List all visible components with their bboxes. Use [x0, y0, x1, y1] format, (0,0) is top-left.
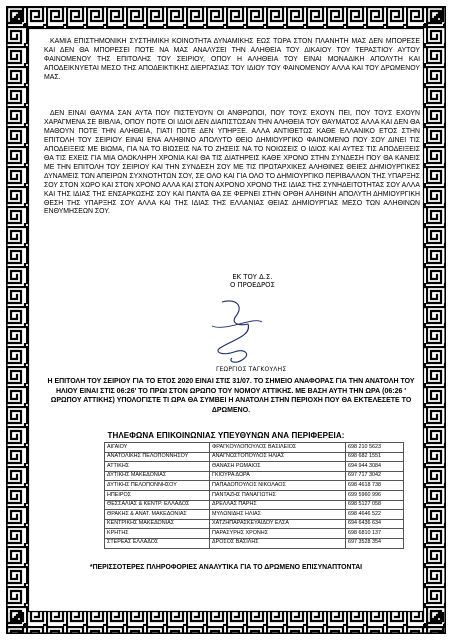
region-cell: ΣΤΕΡΕΑΣ ΕΛΛΑΔΟΣ: [105, 538, 210, 548]
phone-cell: 697 717 3042: [346, 471, 404, 481]
document-body: [32, 34, 420, 606]
phone-cell: 698 210 5623: [346, 443, 404, 453]
footer-note: *ΠΕΡΙΣΣΟΤΕΡΕΣ ΠΛΗΡΟΦΟΡΙΕΣ ΑΝΑΛΥΤΙΚΑ ΓΙΑ ΤΟ ΔΡΩΜΕΝΟ ΕΠΙΣΥΝΑΠΤΟΝΤΑΙ: [89, 564, 363, 571]
table-row: [105, 500, 404, 510]
table-row: [105, 443, 404, 453]
contact-name-cell: ΑΝΑΓΝΩΣΤΟΠΟΥΛΟΣ ΗΛΙΑΣ: [210, 452, 346, 462]
phone-cell: 698 6810 137: [346, 529, 404, 539]
contacts-table-title: ΤΗΛΕΦΩΝΑ ΕΠΙΚΟΙΝΩΝΙΑΣ ΥΠΕΥΘΥΝΩΝ ΑΝΑ ΠΕΡΙΦΕΡΕΙΑ:: [107, 431, 345, 440]
table-row: [105, 452, 404, 462]
main-paragraph: ΔΕΝ ΕΙΝΑΙ ΘΑΥΜΑ ΣΑΝ ΑΥΤΑ ΠΟΥ ΠΙΣΤΕΥΟΥΝ ΟΙ ΑΝΘΡΩΠΟΙ, ΠΟΥ ΤΟΥΣ ΕΧΟΥΝ ΠΕΙ, ΠΟΥ ΤΟΥΣ ΕΧΟΥΝ ΧΑΡΑΓΜΕΝΑ ΣΕ ΒΙΒΛΙΑ, ΟΠΟΥ ΠΟΤΕ ΟΙ ΙΔΙΟΙ ΔΕΝ ΔΙΑΠΙΣΤΩΣΑΝ ΤΗΝ ΑΛΗΘΕΙΑ ΤΟΥ ΘΑΥΜΑΤΟΣ ΑΛΛΑ ΚΑΙ ΔΕΝ ΘΑ ΜΑΘΟΥΝ ΠΟΤΕ ΤΗΝ ΑΛΗΘΕΙΑ, ΓΙΑΤΙ ΠΟΤΕ ΔΕΝ ΥΠΗΡΞΕ. ΑΛΛΑ ΑΝΤΙΘΕΤΩΣ ΚΑΘΕ ΕΛΛΑΝΙΚΟ ΕΤΟΣ ΣΤΗΝ ΕΠΙΤΟΛΗ ΤΟΥ ΣΕΙΡΙΟΥ ΕΙΝΑΙ ΕΝΑ ΑΛΗΘΙΝΟ ΑΠΟΛΥΤΟ ΘΕΙΟ ΔΗΜΙΟΥΡΓΙΚΟ ΦΑΙΝΟΜΕΝΟ ΠΟΥ ΣΟΥ ΔΙΝΕΙ ΤΙΣ ΑΠΟΔΕΙΞΕΙΣ ΜΕ ΒΙΩΜΑ, ΓΙΑ ΝΑ ΤΟ ΒΙΩΣΕΙΣ ΝΑ ΤΟ ΖΗΣΕΙΣ ΝΑ ΤΟ ΝΟΙΩΣΕΙΣ Ο ΙΔΙΟΣ ΚΑΙ ΑΥΤΕΣ ΤΙΣ ΑΠΟΔΕΙΞΕΙΣ ΘΑ ΤΙΣ ΕΧΕΙΣ ΓΙΑ ΜΙΑ ΟΛΟΚΛΗΡΗ ΧΡΟΝΙΑ ΚΑΙ ΘΑ ΤΙΣ ΔΙΑΤΗΡΕΙΣ ΚΑΘΕ ΧΡΟΝΟ ΣΤΗΝ ΣΥΝΔΕΣΗ ΠΟΥ ΘΑ ΚΑΝΕΙΣ ΜΕ ΤΗΝ ΕΠΙΤΟΛΗ ΤΟΥ ΣΕΙΡΙΟΥ ΚΑΙ ΤΗΝ ΣΥΝΔΕΣΗ ΣΟΥ ΜΕ ΤΙΣ ΠΡΩΤΑΡΧΙΚΕΣ ΑΛΗΘΙΝΕΣ ΘΕΙΕΣ ΔΗΜΙΟΥΡΓΙΚΕΣ ΔΥΝΑΜΕΙΣ ΤΩΝ ΑΠΕΙΡΩΝ ΣΥΧΝΟΤΗΤΩΝ ΣΟΥ, ΣΕ ΟΛΟ ΚΑΙ ΓΙΑ ΟΛΟ ΤΟ ΔΗΜΙΟΥΡΓΙΚΟ ΠΕΡΙΒΑΛΛΟΝ ΤΗΣ ΥΠΑΡΞΗΣ ΣΟΥ ΣΤΟΝ ΧΩΡΟ ΚΑΙ ΣΤΟΝ ΧΡΟΝΟ ΑΛΛΑ ΚΑΙ ΣΤΟΝ ΑΧΡΟΝΟ ΧΡΟΝΟ ΤΗΣ ΙΔΙΑΣ ΤΗΣ ΣΥΝΗΔΕΙΤΟΤΗΤΑΣ ΣΟΥ ΑΛΛΑ ΚΑΙ ΤΗΣ ΙΔΙΑΣ ΤΗΣ ΕΝΣΑΡΚΩΣΗΣ ΣΟΥ ΚΑΙ ΠΑΝΤΑ ΘΑ ΣΕ ΦΕΡΝΕΙ ΣΤΗΝ ΟΡΘΗ ΑΛΗΘΙΝΗ ΑΠΟΛΥΤΗ ΔΗΜΙΟΥΡΓΙΚΗ ΘΕΣΗ ΤΗΣ ΥΠΑΡΞΗΣ ΣΟΥ ΑΛΛΑ ΚΑΙ ΤΗΣ ΙΔΙΑΣ ΤΗΣ ΕΛΛΑΝΙΑΣ ΘΕΙΑΣ ΔΗΜΙΟΥΡΓΙΑΣ ΜΕΣΟ ΤΩΝ ΑΛΗΘΙΝΩΝ ΕΝΘΥΜΗΣΕΩΝ ΣΟΥ.: [44, 110, 420, 216]
contact-name-cell: ΧΑΤΖΗΠΑΡΑΣΚΕΥΑΙΔΟΥ ΕΛΣΑ: [210, 519, 346, 529]
contact-name-cell: ΠΑΝΤΑΖΗΣ ΠΑΝΑΓΙΩΤΗΣ: [210, 490, 346, 500]
contact-name-cell: ΠΑΠΑΔΟΠΟΥΛΟΣ ΝΙΚΟΛΑΟΣ: [210, 481, 346, 491]
phone-cell: 698 4646 522: [346, 510, 404, 520]
table-row: [105, 490, 404, 500]
phone-cell: 699 5960 996: [346, 490, 404, 500]
phone-cell: 698 682 1551: [346, 452, 404, 462]
phone-cell: 698 5127 058: [346, 500, 404, 510]
contact-name-cell: ΦΡΑΓΚΟΥΛΟΠΟΥΛΟΣ ΒΑΣΙΛΕΙΟΣ: [210, 443, 346, 453]
table-row: [105, 538, 404, 548]
region-cell: ΑΙΓΑΙΟΥ: [105, 443, 210, 453]
region-cell: ΑΝΑΤΟΛΙΚΗΣ ΠΕΛΟΠΟΝΝΗΣΟΥ: [105, 452, 210, 462]
table-row: [105, 510, 404, 520]
handwritten-signature: [192, 296, 282, 370]
region-cell: ΚΕΝΤΡΙΚΗΣ ΜΑΚΕΔΟΝΙΑΣ: [105, 519, 210, 529]
table-row: [105, 519, 404, 529]
region-cell: ΑΤΤΙΚΗΣ: [105, 462, 210, 472]
region-cell: ΔΥΤΙΚΗΣ ΜΑΚΕΔΟΝΙΑΣ: [105, 471, 210, 481]
region-cell: ΗΠΕΙΡΟΣ: [105, 490, 210, 500]
announcement: Η ΕΠΙΤΟΛΗ ΤΟΥ ΣΕΙΡΙΟΥ ΓΙΑ ΤΟ ΕΤΟΣ 2020 ΕΙΝΑΙ ΣΤΙΣ 31/07. ΤΟ ΣΗΜΕΙΟ ΑΝΑΦΟΡΑΣ ΓΙΑ ΤΗΝ ΑΝΑΤΟΛΗ ΤΟΥ ΗΛΙΟΥ ΕΙΝΑΙ ΣΤΙΣ 06:26' ΤΟ ΠΡΩΙ ΣΤΟΝ ΩΡΩΠΟ ΤΟΥ ΝΟΜΟΥ ΑΤΤΙΚΗΣ. ΜΕ ΒΑΣΗ ΑΥΤΗ ΤΗΝ ΩΡΑ (06:26 ' ΩΡΩΠΟΥ ΑΤΤΙΚΗΣ) ΥΠΟΛΟΓΙΣΤΕ ΤΙ ΩΡΑ ΘΑ ΣΥΜΒΕΙ Η ΑΝΑΤΟΛΗ ΣΤΗΝ ΠΕΡΙΟΧΗ ΠΟΥ ΘΑ ΕΚΤΕΛΕΣΕΤΕ ΤΟ ΔΡΩΜΕΝΟ.: [47, 378, 415, 414]
phone-cell: 694 6436 634: [346, 519, 404, 529]
signature-heading: [230, 273, 275, 289]
table-row: [105, 462, 404, 472]
region-cell: ΘΡΑΚΗΣ & ΑΝΑΤ. ΜΑΚΕΔΟΝΙΑΣ: [105, 510, 210, 520]
region-cell: ΘΕΣΣΑΛΙΑΣ & ΚΕΝΤΡ. ΕΛΛΑΔΟΣ: [105, 500, 210, 510]
phone-cell: 697 3528 354: [346, 538, 404, 548]
contact-name-cell: ΠΑΡΑΣΥΡΗΣ ΧΡΟΝΗΣ: [210, 529, 346, 539]
contact-name-cell: ΜΥΛΩΝΙΔΗΣ ΗΛΙΑΣ: [210, 510, 346, 520]
signature-from-line1: ΕΚ ΤΟΥ Δ.Σ.: [232, 273, 273, 281]
table-row: [105, 481, 404, 491]
intro-paragraph: ΚΑΜΙΑ ΕΠΙΣΤΗΜΟΝΙΚΗ ΣΥΣΤΗΜΙΚΗ ΚΟΙΝΟΤΗΤΑ ΔΥΝΑΜΙΚΗΣ ΕΩΣ ΤΩΡΑ ΣΤΟΝ ΠΛΑΝΗΤΗ ΜΑΣ ΔΕΝ ΜΠΟΡΕΣΕ ΚΑΙ ΔΕΝ ΘΑ ΜΠΟΡΕΣΕΙ ΠΟΤΕ ΝΑ ΜΑΣ ΑΝΑΛΥΣΕΙ ΤΗΝ ΑΛΗΘΕΙΑ ΤΟΥ ΔΙΚΑΙΟΥ ΤΟΥ ΤΕΡΑΣΤΙΟΥ ΑΥΤΟΥ ΦΑΙΝΟΜΕΝΟΥ ΤΗΣ ΕΠΙΤΟΛΗΣ ΤΟΥ ΣΕΙΡΙΟΥ, ΟΠΟΥ Η ΑΛΗΘΕΙΑ ΤΟΥ ΕΙΝΑΙ ΜΟΝΑΔΙΚΗ ΑΠΟΛΥΤΗ ΚΑΙ ΑΠΟΔΕΙΚΝΥΕΤΑΙ ΜΕΣΟ ΤΗΣ ΑΠΟΔΕΙΚΤΙΚΗΣ ΔΙΕΡΓΑΣΙΑΣ ΤΟΥ ΙΔΙΟΥ ΤΟΥ ΦΑΙΝΟΜΕΝΟΥ ΑΛΛΑ ΚΑΙ ΤΟΥ ΔΡΩΜΕΝΟΥ ΜΑΣ.: [44, 38, 420, 81]
signature-name: ΓΕΩΡΓΙΟΣ ΤΑΓΚΟΥΛΗΣ: [216, 366, 287, 373]
table-row: [105, 529, 404, 539]
contact-name-cell: ΔΡΟΣΟΣ ΒΑΣΙΛΗΣ: [210, 538, 346, 548]
contact-name-cell: ΔΡΕΛΛΑΣ ΠΑΡΗΣ: [210, 500, 346, 510]
signature-from-line2: Ο ΠΡΟΕΔΡΟΣ: [230, 281, 275, 289]
phone-cell: 694 944 3084: [346, 462, 404, 472]
phone-cell: 698 4618 738: [346, 481, 404, 491]
region-cell: ΔΥΤΙΚΗΣ ΠΕΛΟΠΟΝΝΗΣΟΥ: [105, 481, 210, 491]
table-row: [105, 471, 404, 481]
contact-name-cell: ΓΚΙΟΥΡΑ ΔΩΡΑ: [210, 471, 346, 481]
contact-name-cell: ΘΑΝΑΣΗ ΡΩΜΑΙΟΣ: [210, 462, 346, 472]
region-cell: ΚΡΗΤΗΣ: [105, 529, 210, 539]
contacts-table: [104, 442, 404, 549]
